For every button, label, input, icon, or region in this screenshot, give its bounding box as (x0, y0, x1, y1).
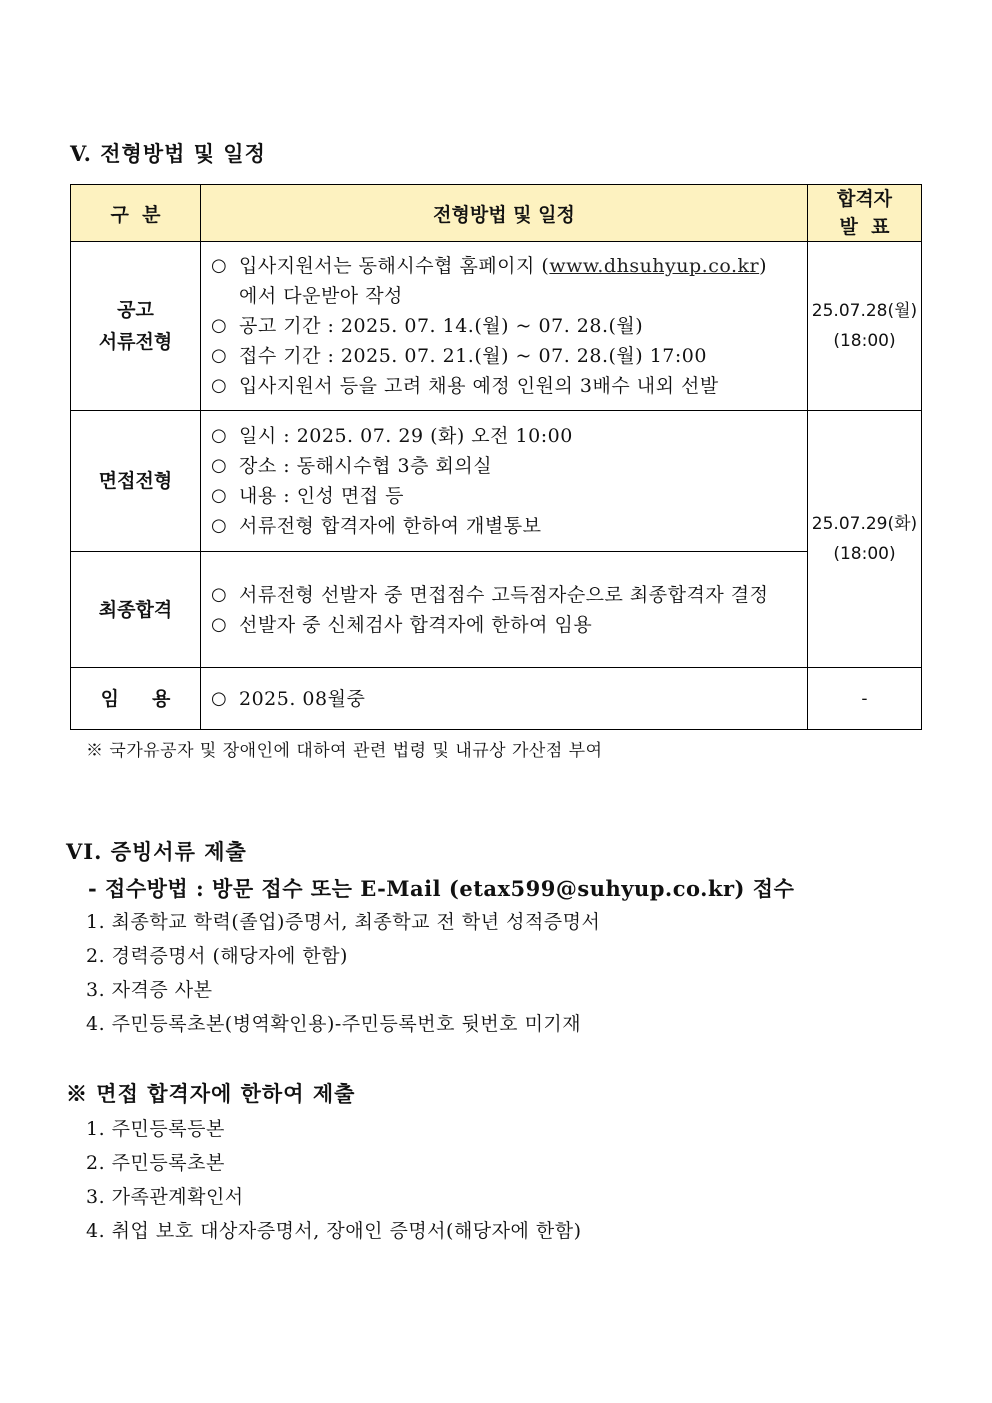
list-item (211, 511, 807, 541)
item-text: 공고 기간 : 2025. 07. 14.(월) ~ 07. 28.(월) (239, 315, 644, 337)
bullet-icon: ○ (211, 375, 228, 396)
list-item (211, 580, 807, 610)
list-item: 1. 주민등록등본 (86, 1118, 225, 1140)
list-item (211, 341, 807, 371)
announce-date: 25.07.28(월) (811, 301, 918, 321)
table-row (71, 552, 922, 668)
bullet-icon: ○ (211, 455, 228, 476)
category-line1: 공고 (117, 299, 154, 321)
category-cell: 임 용 (71, 668, 201, 730)
item-text: 서류전형 선발자 중 면접점수 고득점자순으로 최종합격자 결정 (239, 583, 769, 606)
item-text: 접수 기간 : 2025. 07. 21.(월) ~ 07. 28.(월) 17:00 (239, 345, 707, 367)
list-item (211, 451, 807, 481)
list-item (211, 421, 807, 451)
list-item (211, 281, 807, 311)
category-cell (71, 242, 201, 411)
bullet-icon: ○ (211, 315, 228, 336)
list-item (211, 481, 807, 511)
section5-title: V. 전형방법 및 일정 (70, 141, 266, 166)
table-row (71, 668, 922, 730)
bullet-icon: ○ (211, 255, 228, 276)
list-item: 2. 경력증명서 (해당자에 한함) (86, 945, 348, 967)
announce-cell (808, 242, 922, 411)
list-item: 4. 취업 보호 대상자증명서, 장애인 증명서(해당자에 한함) (86, 1220, 582, 1242)
announce-cell: - (808, 668, 922, 730)
announce-time: (18:00) (833, 544, 896, 564)
item-text: ) (759, 255, 768, 277)
bullet-icon: ○ (211, 425, 228, 446)
header-method: 전형방법 및 일정 (201, 185, 808, 242)
item-text: 일시 : 2025. 07. 29 (화) 오전 10:00 (239, 425, 573, 447)
list-item: 4. 주민등록초본(병역확인용)-주민등록번호 뒷번호 미기재 (86, 1013, 582, 1035)
document-list (86, 905, 600, 1041)
bonus-note: ※ 국가유공자 및 장애인에 대하여 관련 법령 및 내규상 가산점 부여 (86, 741, 603, 761)
item-text: 2025. 08월중 (239, 687, 366, 710)
section7-title: ※ 면접 합격자에 한하여 제출 (66, 1081, 356, 1106)
list-item (211, 610, 807, 640)
category-cell: 최종합격 (71, 552, 201, 668)
item-text: 입사지원서는 동해시수협 홈페이지 ( (239, 255, 550, 277)
list-item: 3. 자격증 사본 (86, 979, 213, 1001)
list-item (211, 251, 807, 281)
list-item (211, 311, 807, 341)
bullet-icon: ○ (211, 687, 228, 709)
category-line2: 서류전형 (98, 331, 173, 353)
item-text: 입사지원서 등을 고려 채용 예정 인원의 3배수 내외 선발 (239, 375, 719, 397)
interview-document-list (86, 1112, 582, 1248)
list-item (211, 684, 807, 714)
item-text: 장소 : 동해시수협 3층 회의실 (239, 455, 493, 477)
list-item: 2. 주민등록초본 (86, 1152, 225, 1174)
bullet-icon: ○ (211, 613, 228, 635)
method-cell (201, 552, 808, 668)
section6-title: VI. 증빙서류 제출 (66, 839, 247, 864)
bullet-icon: ○ (211, 485, 228, 506)
header-category: 구 분 (71, 185, 201, 242)
category-cell: 면접전형 (71, 411, 201, 552)
header-announce-line1: 합격자 (836, 188, 893, 210)
bullet-icon: ○ (211, 345, 228, 366)
method-cell (201, 668, 808, 730)
method-cell (201, 242, 808, 411)
header-announce (808, 185, 922, 242)
header-announce-line2: 발 표 (839, 216, 890, 238)
homepage-link[interactable]: www.dhsuhyup.co.kr (549, 255, 760, 277)
list-item: 3. 가족관계확인서 (86, 1186, 244, 1208)
table-row (71, 411, 922, 552)
table-header-row (71, 185, 922, 242)
announce-cell (808, 411, 922, 668)
schedule-table (70, 184, 922, 730)
method-cell (201, 411, 808, 552)
table-row (71, 242, 922, 411)
bullet-icon: ○ (211, 515, 228, 536)
list-item: 1. 최종학교 학력(졸업)증명서, 최종학교 전 학년 성적증명서 (86, 911, 601, 933)
bullet-icon: ○ (211, 583, 228, 605)
item-text: 선발자 중 신체검사 합격자에 한하여 임용 (239, 613, 593, 636)
submission-method: - 접수방법 : 방문 접수 또는 E-Mail (etax599@suhyup.co.kr) 접수 (88, 876, 795, 901)
announce-date: 25.07.29(화) (811, 514, 918, 534)
item-text: 에서 다운받아 작성 (239, 285, 403, 307)
item-text: 내용 : 인성 면접 등 (239, 485, 405, 507)
announce-time: (18:00) (833, 331, 896, 351)
list-item (211, 371, 807, 401)
item-text: 서류전형 합격자에 한하여 개별통보 (239, 515, 542, 537)
